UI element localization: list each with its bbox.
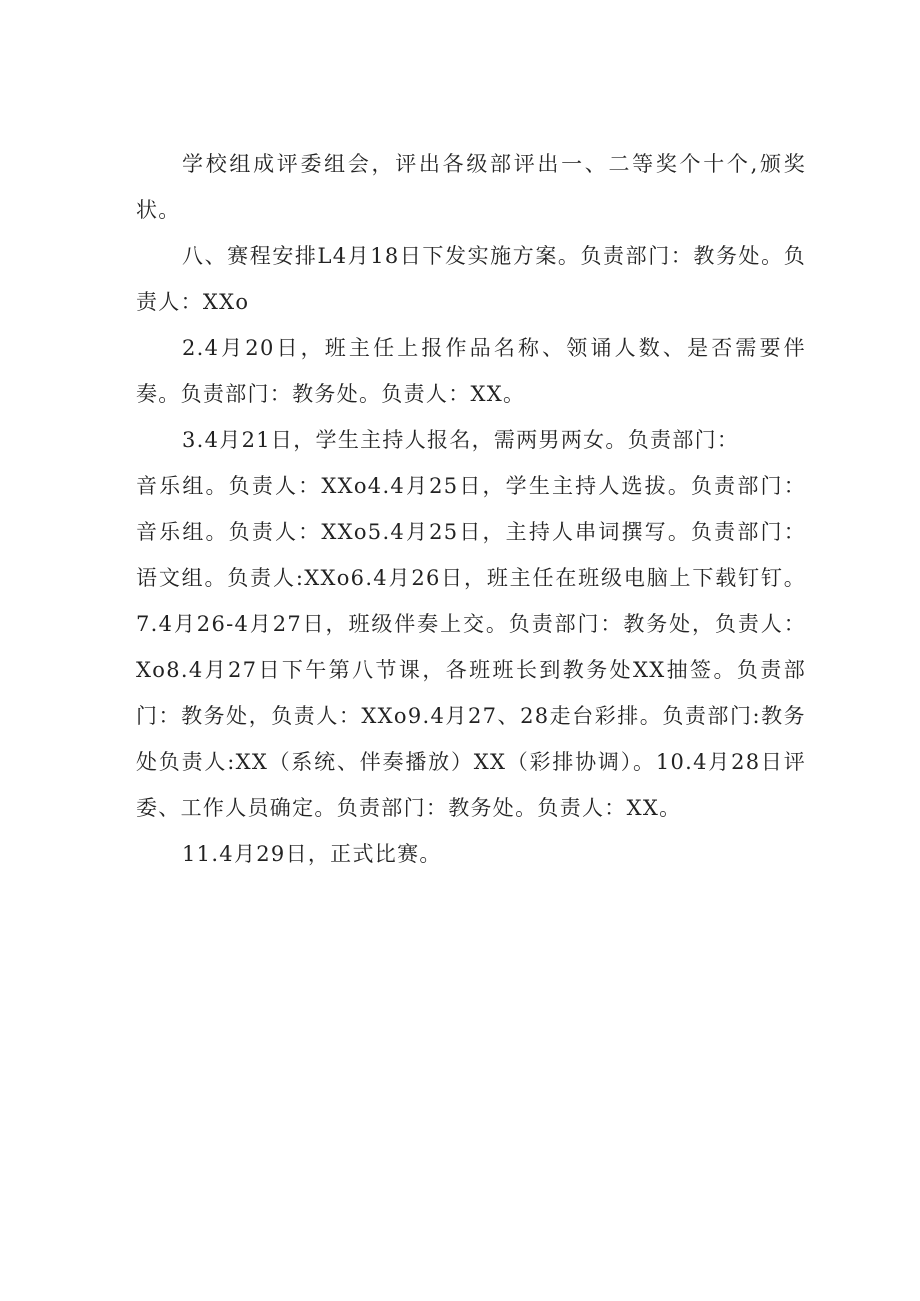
paragraph-award: 学校组成评委组会，评出各级部评出一、二等奖个十个,颁奖状。 (136, 152, 806, 222)
paragraph-schedule-step-3: 3.4月21日，学生主持人报名，需两男两女。负责部门： (182, 428, 740, 452)
paragraph-schedule-step-11: 11.4月29日，正式比赛。 (182, 842, 442, 866)
paragraph-schedule-step-2: 2.4月20日，班主任上报作品名称、领诵人数、是否需要伴奏。负责部门：教务处。负责人：XX。 (136, 336, 806, 406)
document-body (136, 141, 806, 877)
paragraph-schedule-step-1: 八、赛程安排L4月18日下发实施方案。负责部门：教务处。负责人：XXo (136, 244, 806, 314)
paragraph-schedule-steps-4-to-10: 音乐组。负责人：XXo4.4月25日，学生主持人选拔。负责部门：音乐组。负责人：XXo5.4月25日，主持人串词撰写。负责部门：语文组。负责人:XXo6.4月26日，班主任在班级电脑上下载钉钉。7.4月26-4月27日，班级伴奏上交。负责部门：教务处，负责人：Xo8.4月27日下午第八节课，各班班长到教务处XX抽签。负责部门：教务处，负责人：XXo9.4月27、28走台彩排。负责部门:教务处负责人:XX（系统、伴奏播放）XX（彩排协调）。10.4月28日评委、工作人员确定。负责部门：教务处。负责人：XX。 (136, 474, 806, 820)
